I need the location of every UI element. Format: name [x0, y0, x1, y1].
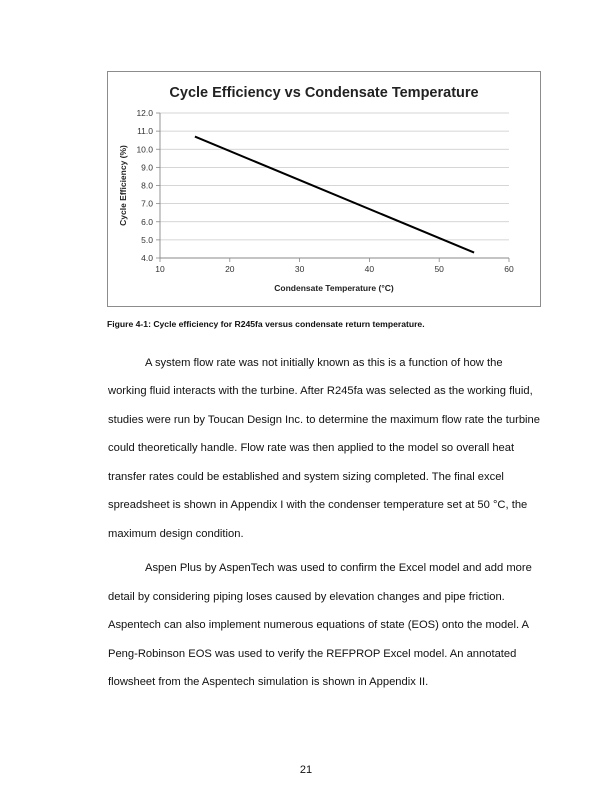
paragraph-line: working fluid interacts with the turbine. After R245fa was selected as the working fluid,: [108, 385, 533, 397]
x-axis-label: Condensate Temperature (°C): [274, 283, 394, 293]
y-tick-label: 12.0: [136, 108, 153, 118]
x-tick-label: 50: [434, 264, 444, 274]
paragraph-line: Aspentech can also implement numerous equations of state (EOS) onto the model. A: [108, 619, 530, 631]
paragraph-line: transfer rates could be established and system sizing completed. The final excel: [108, 471, 504, 483]
series-line: [195, 137, 474, 253]
paragraph-line: Peng-Robinson EOS was used to verify the REFPROP Excel model. An annotated: [108, 648, 517, 660]
paragraph-line: studies were run by Toucan Design Inc. to determine the maximum flow rate the turbine: [108, 414, 540, 426]
y-tick-label: 4.0: [141, 253, 153, 263]
paragraph-line: flowsheet from the Aspentech simulation is shown in Appendix II.: [108, 676, 429, 688]
cycle-efficiency-chart: [0, 0, 612, 320]
paragraph-line: A system flow rate was not initially known as this is a function of how the: [145, 357, 503, 369]
x-tick-label: 40: [364, 264, 375, 274]
figure-caption: Figure 4-1: Cycle efficiency for R245fa versus condensate return temperature.: [107, 319, 425, 329]
paragraph-line: spreadsheet is shown in Appendix I with the condenser temperature set at 50 °C, the: [108, 499, 528, 511]
y-tick-label: 11.0: [137, 126, 153, 137]
y-tick-label: 9.0: [141, 162, 153, 173]
y-tick-label: 8.0: [141, 180, 153, 191]
paragraph-line: could theoretically handle. Flow rate was then applied to the model so overall heat: [108, 442, 515, 454]
y-tick-label: 5.0: [141, 234, 153, 245]
paragraph-line: detail by considering piping loses caused by elevation changes and pipe friction.: [108, 591, 505, 603]
paragraph-line: maximum design condition.: [108, 528, 244, 540]
x-tick-label: 30: [294, 264, 305, 274]
y-tick-label: 7.0: [141, 198, 153, 209]
y-tick-label: 10.0: [136, 144, 153, 155]
x-tick-label: 20: [225, 264, 235, 274]
x-tick-label: 10: [155, 264, 165, 274]
y-tick-label: 6.0: [141, 216, 153, 227]
chart-title: Cycle Efficiency vs Condensate Temperature: [169, 85, 479, 101]
x-tick-label: 60: [504, 264, 514, 274]
page-number: 21: [299, 764, 313, 776]
paragraph-line: Aspen Plus by AspenTech was used to confirm the Excel model and add more: [145, 562, 532, 574]
y-axis-label: Cycle Efficiency (%): [118, 145, 128, 226]
